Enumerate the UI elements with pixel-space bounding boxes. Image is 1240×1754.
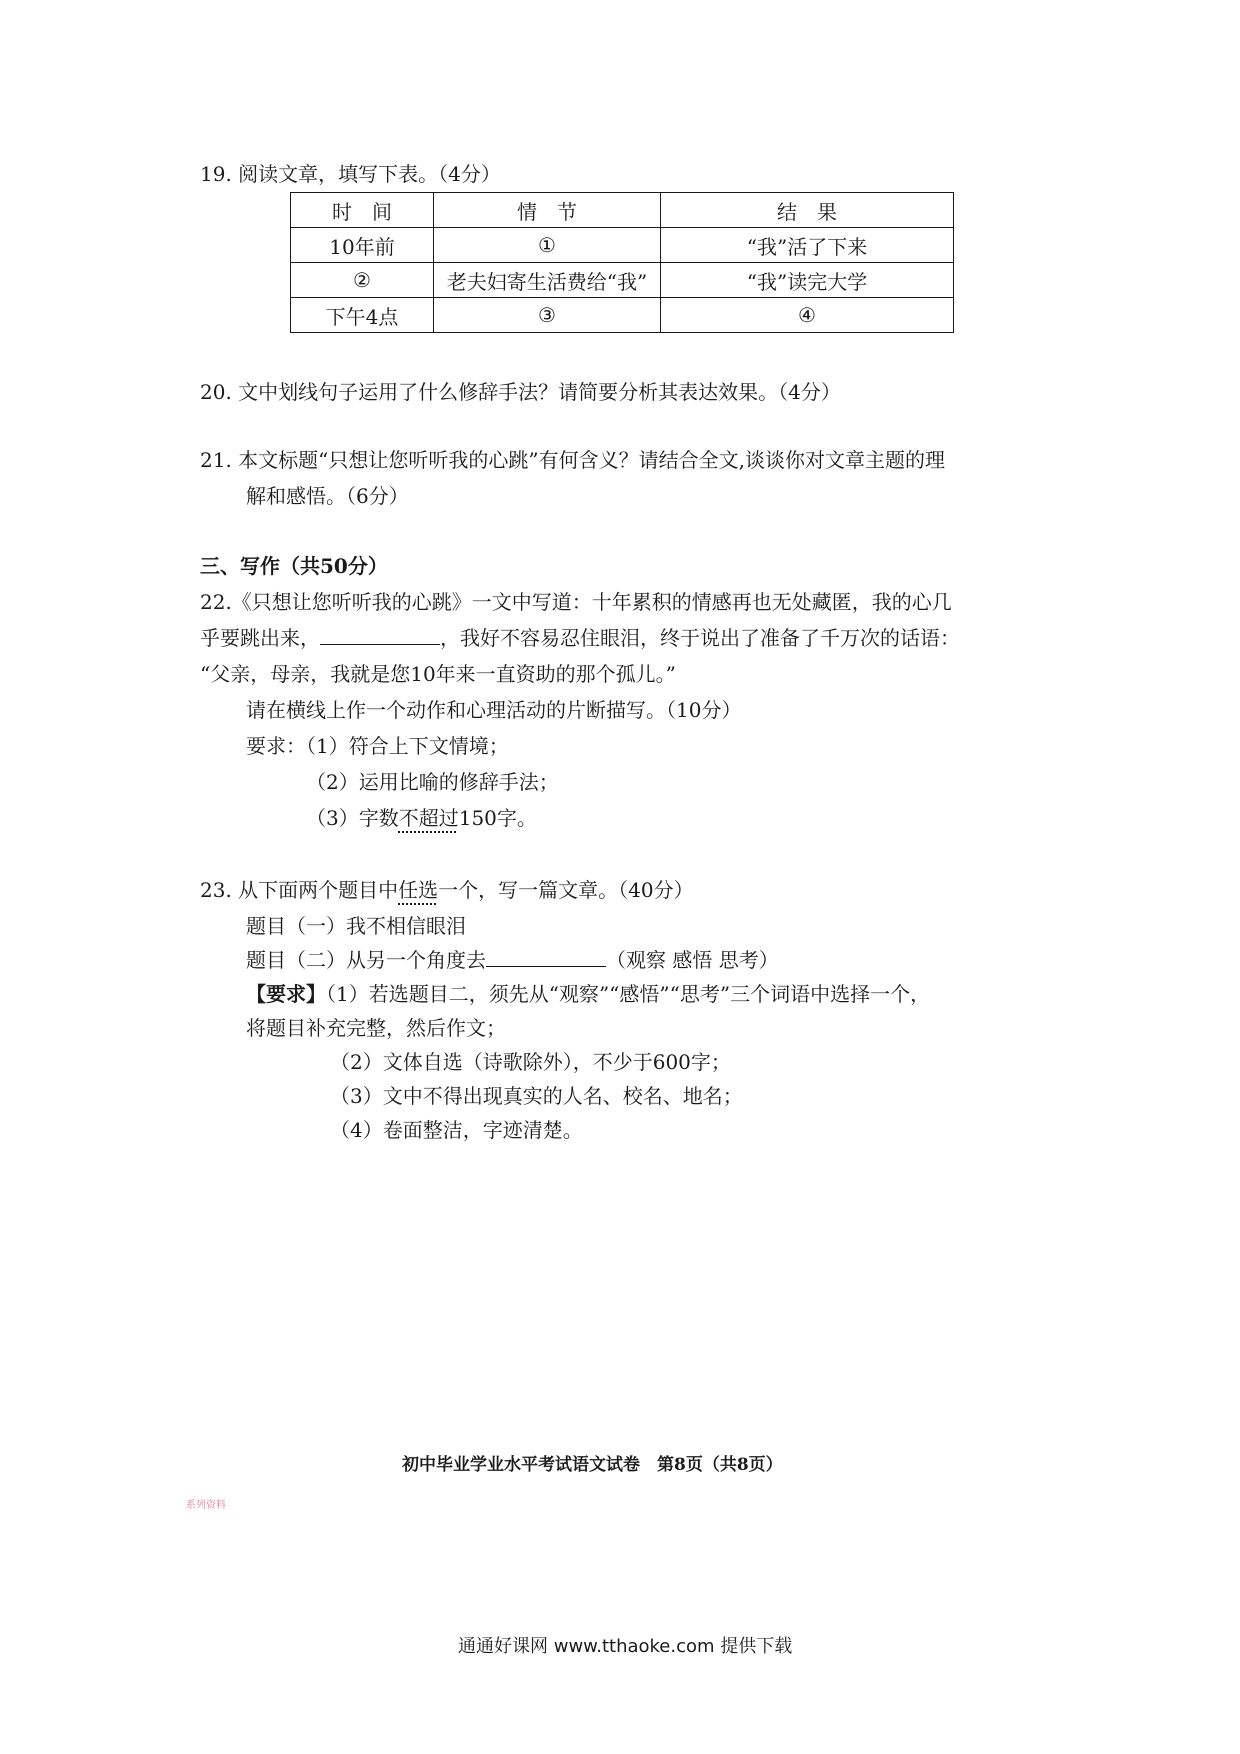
table-cell: “我”活了下来 <box>661 228 954 263</box>
table-row <box>291 228 954 263</box>
q19-prompt: 19. 阅读文章，填写下表。（4分） <box>200 162 501 186</box>
table-cell: “我”读完大学 <box>661 263 954 298</box>
section-title: 三、写作（共50分） <box>200 554 388 578</box>
table-row <box>291 263 954 298</box>
watermark-text: 系列资料 <box>186 1500 226 1511</box>
q21-line1: 21. 本文标题“只想让您听听我的心跳”有何含义？请结合全文,谈谈你对文章主题的理 <box>200 448 945 472</box>
table-header-cell: 时 间 <box>291 193 434 228</box>
page-footer: 初中毕业学业水平考试语文试卷 第8页（共8页） <box>402 1455 783 1475</box>
table-cell: ③ <box>434 298 661 333</box>
q22-line3: “父亲，母亲，我就是您10年来一直资助的那个孤儿。” <box>200 662 676 686</box>
q23-topic2-end: （观察 感悟 思考） <box>606 948 779 972</box>
q22-requirement-2: （2）运用比喻的修辞手法； <box>306 770 559 794</box>
table-cell: ④ <box>661 298 954 333</box>
table-header-cell: 结 果 <box>661 193 954 228</box>
table-header-row <box>291 193 954 228</box>
q22-line1: 22.《只想让您听听我的心跳》一文中写道：十年累积的情感再也无处藏匿，我的心几 <box>200 590 952 614</box>
table-header-cell: 情 节 <box>434 193 661 228</box>
q22-req3-start: （3）字数 <box>306 806 399 830</box>
q23-requirement-2: （2）文体自选（诗歌除外），不少于600字； <box>330 1050 731 1074</box>
q23-prompt <box>200 876 694 904</box>
q20-text: 20. 文中划线句子运用了什么修辞手法？请简要分析其表达效果。（4分） <box>200 380 841 404</box>
q23-prompt-emphasis: 任选 <box>398 878 439 902</box>
q22-line2 <box>200 624 960 652</box>
q23-requirement-4: （4）卷面整洁，字迹清楚。 <box>330 1118 583 1142</box>
q22-requirement-3 <box>306 804 537 832</box>
q22-instruction: 请在横线上作一个动作和心理活动的片断描写。（10分） <box>246 698 742 722</box>
q22-requirement-1: 要求：（1）符合上下文情境； <box>246 734 509 758</box>
q22-req3-emphasis: 不超过 <box>398 806 459 830</box>
q19-table <box>290 192 954 333</box>
q22-line2-start: 乎要跳出来， <box>200 626 320 650</box>
q22-answer-blank[interactable] <box>320 626 440 645</box>
q23-requirement-3: （3）文中不得出现真实的人名、校名、地名； <box>330 1084 743 1108</box>
table-cell: 10年前 <box>291 228 434 263</box>
q23-prompt-end: 一个，写一篇文章。（40分） <box>438 878 694 902</box>
table-row <box>291 298 954 333</box>
q23-topic-1: 题目（一）我不相信眼泪 <box>246 914 466 938</box>
source-link[interactable]: 通通好课网 www.tthaoke.com 提供下载 <box>458 1636 793 1657</box>
q23-topic-2 <box>246 946 779 974</box>
table-cell: 老夫妇寄生活费给“我” <box>434 263 661 298</box>
table-cell: ① <box>434 228 661 263</box>
q23-requirement-1 <box>246 980 930 1008</box>
q23-requirement-label: 【要求】 <box>246 982 326 1006</box>
q23-topic-blank[interactable] <box>486 948 606 967</box>
table-cell: 下午4点 <box>291 298 434 333</box>
q22-req3-end: 150字。 <box>458 806 537 830</box>
q22-line2-end: ，我好不容易忍住眼泪，终于说出了准备了千万次的话语： <box>440 626 960 650</box>
q23-requirement-1-continued: 将题目补充完整，然后作文； <box>246 1016 506 1040</box>
q23-prompt-start: 23. 从下面两个题目中 <box>200 878 399 902</box>
q23-topic2-start: 题目（二）从另一个角度去 <box>246 948 486 972</box>
q23-requirement-1-text: （1）若选题目二，须先从“观察”“感悟”“思考”三个词语中选择一个， <box>326 982 931 1006</box>
q21-line2: 解和感悟。（6分） <box>246 484 409 508</box>
table-cell: ② <box>291 263 434 298</box>
